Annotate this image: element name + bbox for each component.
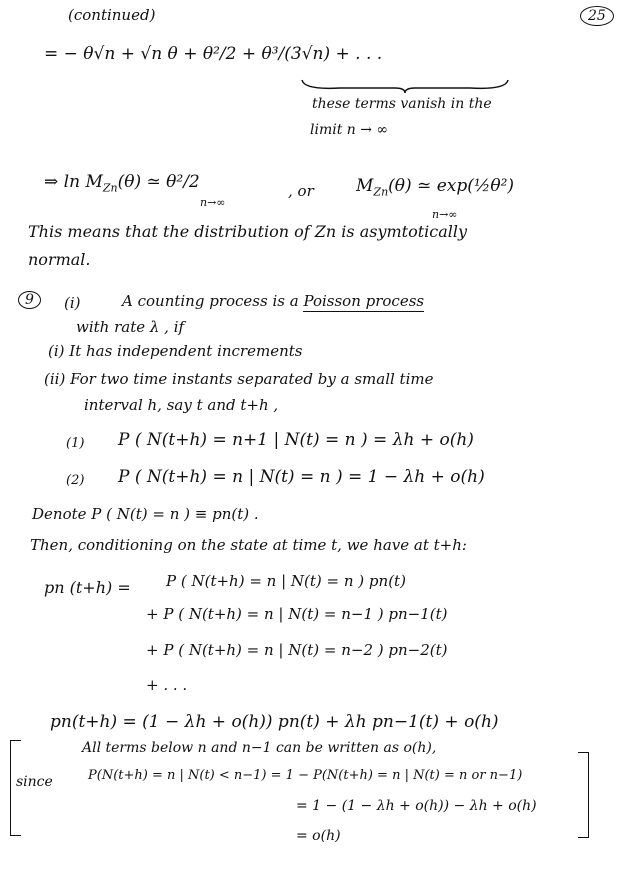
condition-i: (i) It has independent increments	[48, 342, 303, 360]
pn-term-2: + P ( N(t+h) = n | N(t) = n−1 ) pn−1(t)	[146, 605, 448, 623]
since-line-3: = o(h)	[296, 828, 341, 844]
implies-result-b: $M_{Zn}(\theta)$ ≃ exp(½θ²)	[356, 176, 515, 199]
definition-line-2: with rate λ , if	[76, 318, 185, 336]
equation-1-label: (1)	[66, 436, 85, 451]
definition-line-1: A counting process is a Poisson process	[122, 292, 425, 310]
limit-subscript-b: n→∞	[432, 208, 458, 221]
limit-subscript: n→∞	[200, 196, 226, 209]
implies-result-a: ⇒ $\ln M_{Zn}(\theta)$ ≃ θ²/2	[44, 172, 200, 195]
or-label: , or	[288, 182, 314, 200]
equation-2-label: (2)	[66, 473, 85, 488]
continued-label: (continued)	[68, 6, 156, 24]
right-bracket	[578, 752, 589, 838]
since-line-1: P(N(t+h) = n | N(t) < n−1) = 1 − P(N(t+h) = n | N(t) = n or n−1)	[88, 768, 523, 783]
pn-lhs: pn (t+h) =	[44, 578, 131, 597]
vanish-note-1: these terms vanish in the	[312, 96, 492, 112]
denote-line: Denote P ( N(t) = n ) ≡ pn(t) .	[32, 505, 259, 523]
since-line-2: = 1 − (1 − λh + o(h)) − λh + o(h)	[296, 798, 537, 814]
page-number: 25	[580, 6, 614, 26]
question-number: 9	[18, 291, 41, 309]
pn-term-3: + P ( N(t+h) = n | N(t) = n−2 ) pn−2(t)	[146, 641, 448, 659]
pn-final: pn(t+h) = (1 − λh + o(h)) pn(t) + λh pn−1(t) + o(h)	[50, 712, 499, 732]
vanish-note-2: limit n → ∞	[310, 122, 389, 138]
equation-2: P ( N(t+h) = n | N(t) = n ) = 1 − λh + o(h)	[118, 467, 485, 487]
condition-ii-1: (ii) For two time instants separated by a small time	[44, 370, 434, 388]
expansion-line: = − θ√n + √n θ + θ²/2 + θ³/(3√n) + . . .	[44, 44, 383, 64]
all-terms-note: All terms below n and n−1 can be written as o(h),	[82, 740, 437, 756]
since-label: since	[16, 774, 53, 790]
meaning-line-2: normal.	[28, 250, 91, 269]
pn-term-1: P ( N(t+h) = n | N(t) = n ) pn(t)	[166, 572, 406, 590]
poisson-process-term: Poisson process	[303, 292, 425, 310]
equation-1: P ( N(t+h) = n+1 | N(t) = n ) = λh + o(h)	[118, 430, 474, 450]
question-part: (i)	[64, 294, 81, 312]
then-line: Then, conditioning on the state at time t, we have at t+h:	[30, 536, 467, 554]
condition-ii-2: interval h, say t and t+h ,	[84, 396, 279, 414]
pn-term-4: + . . .	[146, 676, 188, 694]
underbrace-icon	[300, 78, 510, 94]
meaning-line-1: This means that the distribution of Zn is asymtotically	[28, 222, 468, 241]
